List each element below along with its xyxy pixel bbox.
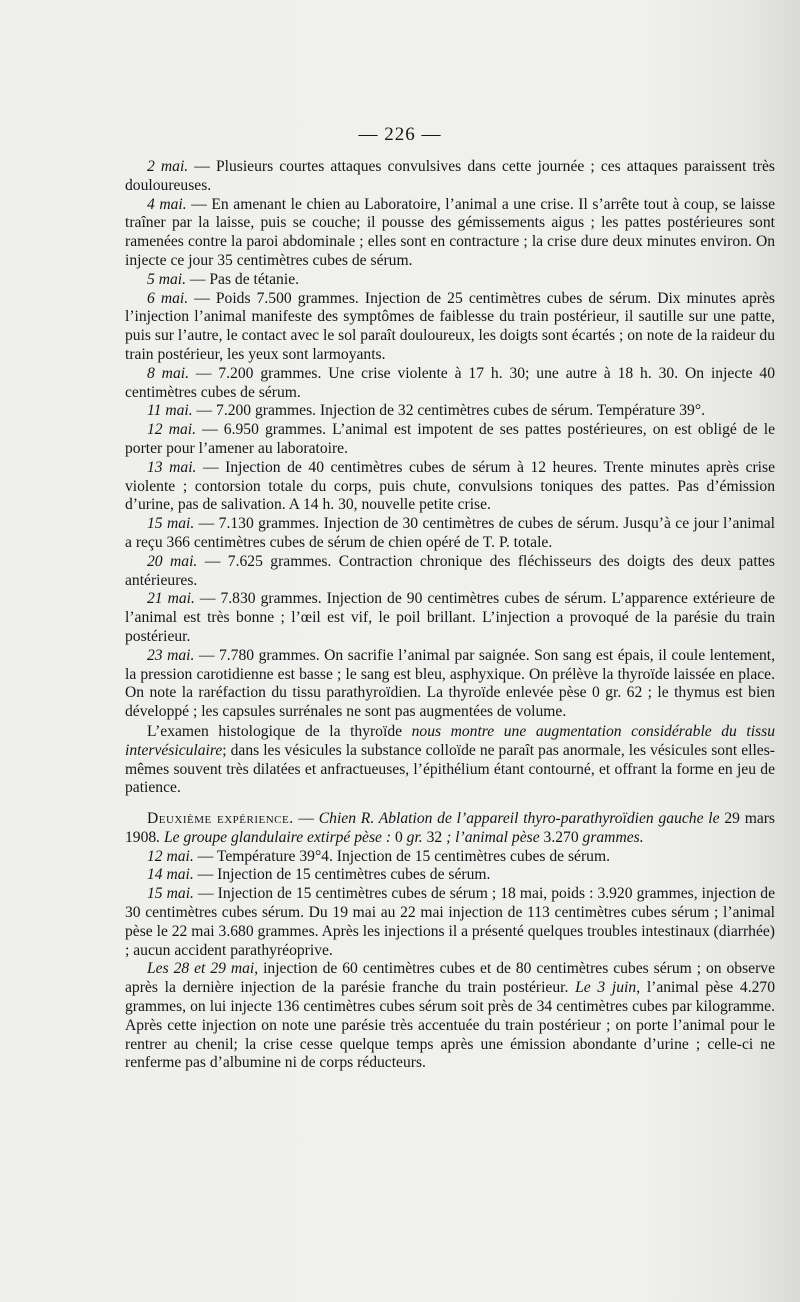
entry-8-mai (125, 365, 775, 403)
entry-text: — Pas de tétanie. (185, 270, 300, 288)
histology-text-2: ; dans les vésicules la substance colloïde ne paraît pas anormale, les vésicules sont elles-mêmes souvent très dilatées et anfractueuses, l’épithélium étant contourné, et offrant la forme en jeu de patience. (125, 741, 775, 797)
entry-12-mai (125, 421, 775, 459)
entry-text: — Température 39°4. Injection de 15 centimètres cubes de sérum. (193, 847, 610, 865)
entry-5-mai (125, 271, 775, 290)
final-text-1: , injection de 60 centimètres cubes et de 80 centimètres cubes sérum ; on observe après la dernière injection de la parésie franche du train postérieur. (125, 960, 775, 997)
second-experiment-heading (125, 810, 775, 848)
gland-weight-grams: 0 (394, 828, 403, 846)
entry-date: 15 mai. (147, 515, 195, 533)
entry-date: 2 mai. (147, 158, 189, 175)
page-number: — 226 — (358, 124, 442, 145)
experiment-text: grammes. (578, 828, 644, 846)
final-lead: Les 28 et 29 mai (147, 960, 255, 978)
entry-text: — Plusieurs courtes attaques convulsives dans cette journée ; ces attaques paraissent très douloureuses. (125, 158, 775, 194)
experiment-text: gr. (402, 828, 427, 846)
entry-13-mai (125, 459, 775, 515)
entry-date: 13 mai. (147, 458, 197, 476)
animal-weight: 3.270 (543, 828, 579, 846)
entry-text: — 7.200 grammes. Injection de 32 centimètres cubes de sérum. Température 39°. (192, 402, 705, 420)
entry-date: 8 mai. (147, 364, 189, 382)
entry-2-12-mai (125, 848, 775, 867)
histology-paragraph (125, 723, 775, 798)
body-text (125, 158, 775, 1073)
entry-text: — En amenant le chien au Laboratoire, l’animal a une crise. Il s’arrête tout à coup, se laisse traîner par la laisse, puis se couche; il pousse des gémissements aigus ; les pattes postérieures sont ramenées contre la paroi abdominale ; elles sont en contracture ; la crise dure deux minutes environ. On injecte ce jour 35 centimètres cubes de sérum. (125, 195, 775, 269)
experiment-title: Chien R. Ablation de l’appareil thyro-parathyroïdien gauche le (318, 810, 725, 828)
entry-20-mai (125, 553, 775, 591)
entry-date: 6 mai. (147, 289, 189, 307)
entry-6-mai (125, 290, 775, 365)
entry-text: — 7.780 grammes. On sacrifie l’animal par saignée. Son sang est épais, il coule lentement, la pression carotidienne est basse ; le sang est bleu, asphyxique. On prélève la thyroïde laissée en place. On note la raréfaction du tissu parathyroïdien. La thyroïde enlevée pèse 0 gr. 62 ; le thymus est bien développé ; les capsules surrénales ne sont pas augmentées de volume. (125, 646, 776, 721)
entry-11-mai (125, 402, 775, 421)
experiment-text: . Le groupe glandulaire extirpé pèse : (156, 828, 395, 846)
entry-text: — Injection de 40 centimètres cubes de sérum à 12 heures. Trente minutes après crise violente ; contorsion totale du corps, puis chute, convulsions toniques des pattes. Pas d’émission d’urine, pas de salivation. A 14 h. 30, nouvelle petite crise. (125, 458, 776, 514)
entry-text: — Injection de 15 centimètres cubes de sérum ; 18 mai, poids : 3.920 grammes, injection de 30 centimètres cubes sérum. Du 19 mai au 22 mai injection de 113 centimètres cubes sérum ; l’animal pèse le 22 mai 3.680 grammes. Après les injections il a présenté quelques troubles intestinaux (diarrhée) ; aucun accident parathyréoprive. (125, 885, 776, 959)
experiment-text: ; l’animal pèse (442, 828, 544, 846)
entry-text: — 6.950 grammes. L’animal est impotent de ses pattes postérieures, on est obligé de le porter pour l’amener au laboratoire. (125, 421, 776, 457)
entry-date: 20 mai. (147, 552, 198, 570)
entry-date: 4 mai. (147, 195, 187, 213)
entry-4-mai (125, 196, 775, 271)
heading-dash: — (293, 810, 319, 828)
entry-23-mai (125, 647, 775, 722)
experiment-date: 29 mars 1908 (125, 810, 776, 846)
entry-date: 21 mai. (147, 590, 195, 608)
entry-2-14-mai (125, 866, 775, 885)
entry-date: 12 mai. (147, 421, 196, 439)
entry-text: — 7.625 grammes. Contraction chronique des fléchisseurs des doigts des deux pattes antérieures. (125, 552, 776, 589)
final-text-2: , l’animal pèse 4.270 grammes, on lui injecte 136 centimètres cubes sérum soit près de 34 centimètres cubes par kilogramme. Après cette injection on note une parésie très accentuée du train postérieur ; on porte l’animal pour le rentrer au chenil; la crise cesse quelque temps après une émission abondante d’urine ; celle-ci ne renferme pas d’albumine ni de corps réducteurs. (125, 979, 776, 1072)
entry-2-mai (125, 158, 775, 196)
entry-date: 5 mai. (147, 270, 186, 288)
histology-emphasis: nous montre une augmentation considérable du tissu intervésiculaire (125, 722, 775, 759)
entry-text: — 7.200 grammes. Une crise violente à 17 h. 30; une autre à 18 h. 30. On injecte 40 centimètres cubes de sérum. (125, 364, 776, 401)
entry-text: — Poids 7.500 grammes. Injection de 25 centimètres cubes de sérum. Dix minutes après l’injection l’animal manifeste des symptômes de faiblesse du train postérieur, il sautille sur une patte, puis sur l’autre, le contact avec le sol paraît douloureux, les doigts sont écartés ; on note de la raideur du train postérieur, les yeux sont larmoyants. (125, 289, 775, 363)
final-date: Le 3 juin (575, 979, 637, 997)
entry-date: 11 mai. (147, 402, 193, 420)
entry-text: — Injection de 15 centimètres cubes de sérum. (193, 866, 491, 884)
entry-date: 15 mai. (147, 885, 194, 903)
entry-date: 23 mai. (147, 646, 195, 664)
entry-text: — 7.130 grammes. Injection de 30 centimètres de cubes de sérum. Jusqu’à ce jour l’animal a reçu 366 centimètres cubes de sérum de chien opéré de T. P. totale. (125, 515, 775, 551)
section-heading: Deuxième expérience. (147, 810, 294, 828)
final-paragraph (125, 960, 775, 1073)
gland-weight-centigrams: 32 (426, 828, 443, 846)
entry-date: 12 mai. (147, 847, 194, 865)
histology-text-1: L’examen histologique de la thyroïde (147, 722, 412, 740)
entry-21-mai (125, 590, 775, 646)
entry-2-15-mai (125, 885, 775, 960)
entry-text: — 7.830 grammes. Injection de 90 centimètres cubes de sérum. L’apparence extérieure de l’animal est très bonne ; l’œil est vif, le poil brillant. L’injection a provoqué de la parésie du train postérieur. (125, 590, 776, 645)
entry-date: 14 mai. (147, 866, 194, 884)
entry-15-mai (125, 515, 775, 553)
